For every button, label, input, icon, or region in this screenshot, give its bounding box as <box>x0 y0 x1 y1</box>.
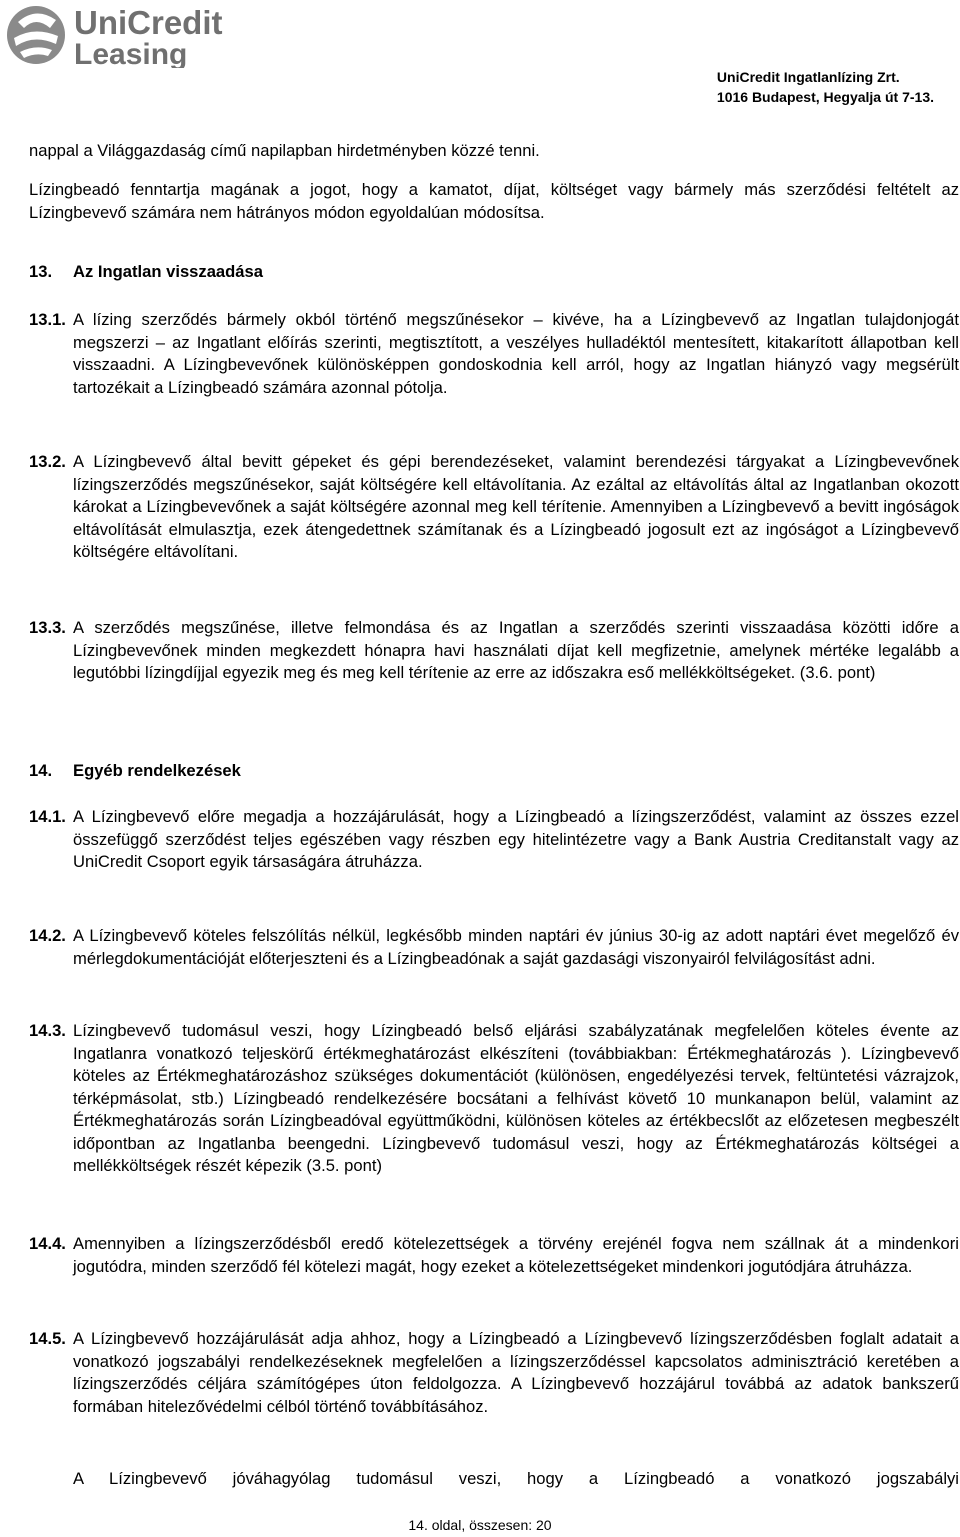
clause-number: 14.4. <box>29 1234 66 1253</box>
section-14-title: Egyéb rendelkezések <box>73 761 241 780</box>
logo-brand-line2: Leasing <box>74 38 188 68</box>
clause-text: A szerződés megszűnése, illetve felmondása és az Ingatlan a szerződés szerinti visszaadása közötti időre a Lízingbevevőnek minden megkezdett hónapra havi használati díjat kell megfizetnie, amelynek mértéke legalább a legutóbbi lízingdíjjal egyezik meg és meg kell térítenie az erre az időszakra eső mellékköltségeket. (3.6. pont) <box>73 618 959 682</box>
section-13-number: 13. <box>29 262 53 281</box>
clause-text: Amennyiben a lízingszerződésből eredő kötelezettségek a törvény erejénél fogva nem szállnak át a mindenkori jogutódra, minden szerződő fél kötelezi magát, hogy ezeket a kötelezettségeket mindenkori jogutódjára átruházza. <box>73 1234 959 1276</box>
clause-number: 13.3. <box>29 618 66 637</box>
clause-14-1 <box>29 806 959 874</box>
logo-brand-line1: UniCredit <box>74 4 223 41</box>
clause-number: 14.3. <box>29 1021 66 1040</box>
company-name: UniCredit Ingatlanlízing Zrt. <box>716 69 900 85</box>
clause-13-1 <box>29 309 959 399</box>
clause-number: 13.2. <box>29 452 66 471</box>
section-13-heading <box>29 261 263 284</box>
company-info <box>717 67 934 107</box>
intro-line: nappal a Világgazdaság című napilapban hirdetményben közzé tenni. <box>29 141 540 160</box>
section-13-title: Az Ingatlan visszaadása <box>73 262 263 281</box>
clause-14-3 <box>29 1020 959 1178</box>
clause-text: A Lízingbevevő által bevitt gépeket és gépi berendezéseket, valamint berendezési tárgyakat a Lízingbevevőnek lízingszerződés megszűnésekor, saját költségére kell eltávolítania. Az ezáltal az eltávolítás által az Ingatlanban okozott károkat a Lízingbevevőnek a saját költségére azonnal meg kell térítenie. Amennyiben a Lízingbevevő a bevitt ingóságok eltávolítását elmulasztja, ezek átengedettnek számítanak és a Lízingbeadó jogosult ezt az ingóságot a Lízingbevevő költségére eltávolítani. <box>73 452 959 561</box>
clause-number: 13.1. <box>29 310 66 329</box>
intro-paragraph: Lízingbeadó fenntartja magának a jogot, hogy a kamatot, díjat, költséget vagy bármely más szerződési feltételt az Lízingbevevő számára nem hátrányos módon egyoldalúan módosítsa. <box>29 180 959 222</box>
clause-number: 14.2. <box>29 926 66 945</box>
trailing-text: A Lízingbevevő jóváhagyólag tudomásul veszi, hogy a Lízingbeadó a vonatkozó jogszabályi <box>73 1469 959 1488</box>
unicredit-leasing-logo <box>4 2 234 68</box>
logo-mark <box>4 2 234 68</box>
clause-text: A Lízingbevevő hozzájárulását adja ahhoz, hogy a Lízingbeadó a Lízingbevevő lízingszerződésben foglalt adatait a vonatkozó jogszabályi rendelkezéseknek megfelelően a lízingszerződéssel kapcsolatos adminisztráció keretében a lízingszerződés céljára számítógépes úton feldolgozza. A Lízingbevevő hozzájárul továbbá az adatok bankszerű formában hitelezővédelmi célból történő továbbításához. <box>73 1329 959 1416</box>
section-14-heading <box>29 760 241 783</box>
clause-number: 14.5. <box>29 1329 66 1348</box>
clause-14-5 <box>29 1328 959 1418</box>
clause-number: 14.1. <box>29 807 66 826</box>
clause-14-2 <box>29 925 959 970</box>
clause-13-3 <box>29 617 959 685</box>
clause-14-4 <box>29 1233 959 1278</box>
clause-text: Lízingbevevő tudomásul veszi, hogy Lízingbeadó belső eljárási szabályzatának megfelelően köteles évente az Ingatlanra vonatkozó teljeskörű értékmeghatározást elkészíteni (továbbiakban: Értékmeghatározás ). Lízingbevevő köteles az Értékmeghatározáshoz szükséges dokumentációt (különösen, engedélyezési tervek, feltüntetési vázrajzok, térképmásolat, stb.) Lízingbeadó rendelkezésére bocsátani a felhívást követő 10 munkanapon belül, valamint az Értékmeghatározás során Lízingbeadóval együttműködni, különösen köteles az értékbecslőt az előzetesen megbeszélt időpontban az Ingatlanba beengedni. Lízingbevevő tudomásul veszi, hogy az Értékmeghatározás költségei a mellékköltségek részét képezik (3.5. pont) <box>73 1021 959 1175</box>
clause-text: A lízing szerződés bármely okból történő megszűnésekor – kivéve, ha a Lízingbevevő az Ingatlan tulajdonjogát megszerzi – az Ingatlant előírás szerinti, megtisztított, a veszélyes hulladéktól mentesített, kitakarított állapotban kell visszaadni. A Lízingbevevőnek különösképpen gondoskodnia kell arról, hogy az Ingatlan hiányzó vagy megsérült tartozékait a Lízingbeadó számára azonnal pótolja. <box>73 310 959 397</box>
company-address: 1016 Budapest, Hegyalja út 7-13. <box>716 89 934 105</box>
page-number-footer: 14. oldal, összesen: 20 <box>408 1517 552 1533</box>
clause-text: A Lízingbevevő előre megadja a hozzájárulását, hogy a Lízingbeadó a lízingszerződést, valamint az összes ezzel összefüggő szerződést teljes egészében vagy részben egy hitelintézetre vagy a Bank Austria Creditanstalt vagy az UniCredit Csoport egyik társaságára átruházza. <box>73 807 959 871</box>
trailing-paragraph <box>29 1468 959 1491</box>
clause-13-2 <box>29 451 959 564</box>
clause-text: A Lízingbevevő köteles felszólítás nélkül, legkésőbb minden naptári év június 30-ig az adott naptári évet megelőző év mérlegdokumentációját előterjeszteni és a Lízingbeadónak a saját gazdasági viszonyairól felvilágosítást adni. <box>73 926 959 968</box>
section-14-number: 14. <box>29 761 53 780</box>
